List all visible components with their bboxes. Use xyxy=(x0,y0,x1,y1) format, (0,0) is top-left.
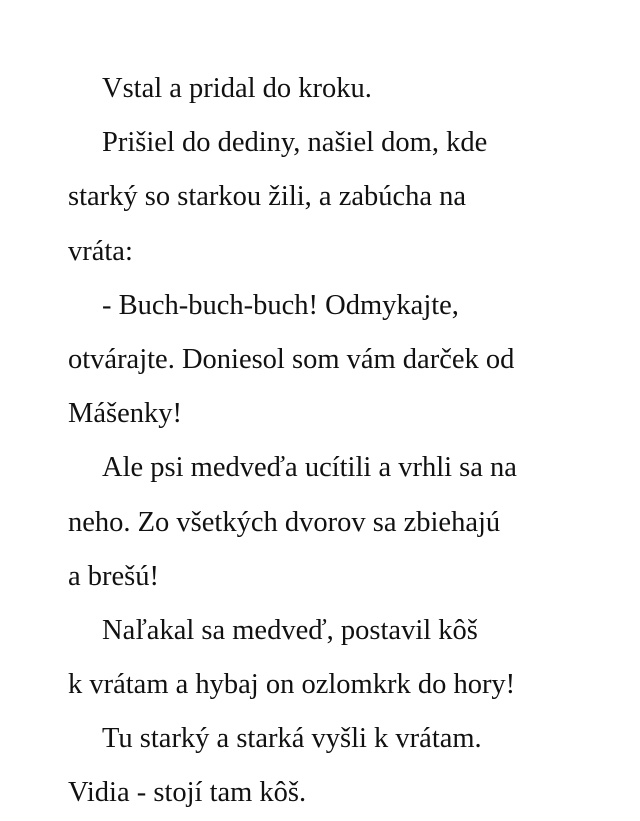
text-line: k vrátam a hybaj on ozlomkrk do hory! xyxy=(68,669,516,701)
text-line: Ale psi medveďa ucítili a vrhli sa na xyxy=(102,452,517,484)
story-text xyxy=(68,62,588,821)
text-line: Vstal a pridal do kroku. xyxy=(102,73,372,104)
text-line: vráta: xyxy=(68,235,133,267)
text-line: Naľakal sa medveď, postavil kôš xyxy=(102,614,478,646)
text-line: Prišiel do dediny, našiel dom, kde xyxy=(102,127,488,159)
text-line: a brešú! xyxy=(68,560,159,592)
text-line: Tu starký a starká vyšli k vrátam. xyxy=(102,723,482,755)
text-line: otvárajte. Doniesol som vám darček od xyxy=(68,343,515,375)
text-line: Vidia - stojí tam kôš. xyxy=(68,777,307,809)
text-line: - Buch-buch-buch! Odmykajte, xyxy=(102,289,459,321)
text-line: neho. Zo všetkých dvorov sa zbiehajú xyxy=(68,506,501,538)
text-line: starký so starkou žili, a zabúcha na xyxy=(68,181,467,213)
text-line: Mášenky! xyxy=(68,398,182,430)
